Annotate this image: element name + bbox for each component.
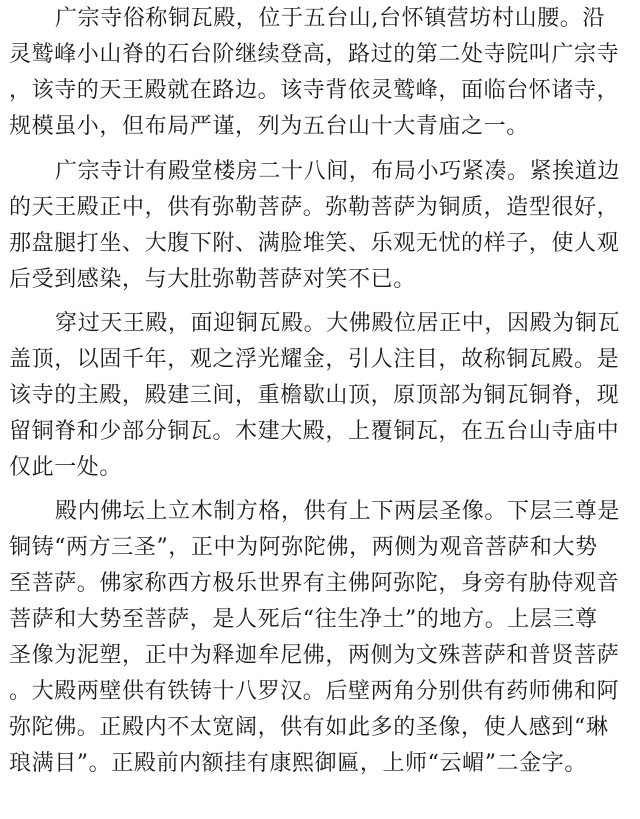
text-line: 圣像为泥塑，正中为释迦牟尼佛，两侧为文殊菩萨和普贤菩萨 — [9, 643, 620, 668]
text-line: 后受到感染，与大肚弥勒菩萨对笑不已。 — [9, 267, 416, 292]
text-line: 该寺的主殿，殿建三间，重檐歇山顶，原顶部为铜瓦铜脊，现 — [9, 383, 620, 408]
text-line: 仅此一处。 — [9, 455, 123, 480]
text-line: 那盘腿打坐、大腹下附、满脸堆笑、乐观无忧的样子，使人观 — [9, 231, 620, 256]
text-line: 菩萨和大势至菩萨，是人死后“往生净土”的地方。上层三尊 — [9, 607, 598, 632]
text-line: 穿过天王殿，面迎铜瓦殿。大佛殿位居正中，因殿为铜瓦 — [55, 311, 621, 336]
text-line: 殿内佛坛上立木制方格，供有上下两层圣像。下层三尊是 — [55, 499, 621, 524]
text-line: 留铜脊和少部分铜瓦。木建大殿，上覆铜瓦，在五台山寺庙中 — [9, 419, 620, 444]
text-line: 盖顶，以固千年，观之浮光耀金，引人注目，故称铜瓦殿。是 — [9, 347, 620, 372]
text-line: 。大殿两壁供有铁铸十八罗汉。后壁两角分别供有药师佛和阿 — [9, 679, 620, 704]
text-line: 至菩萨。佛家称西方极乐世界有主佛阿弥陀，身旁有胁侍观音 — [9, 571, 620, 596]
text-line: 琅满目”。正殿前内额挂有康熙御匾，上师“云嵋”二金字。 — [9, 751, 587, 776]
text-line: 铜铸“两方三圣”，正中为阿弥陀佛，两侧为观音菩萨和大势 — [9, 535, 598, 560]
text-line: 弥陀佛。正殿内不太宽阔，供有如此多的圣像，使人感到“琳 — [9, 715, 609, 740]
text-line: ，该寺的天王殿就在路边。该寺背依灵鹫峰，面临台怀诸寺， — [9, 78, 620, 103]
text-line: 的天王殿正中，供有弥勒菩萨。弥勒菩萨为铜质，造型很好， — [9, 195, 620, 220]
text-line: 广宗寺俗称铜瓦殿，位于五台山,台怀镇营坊村山腰。沿 — [55, 6, 605, 31]
text-line: 灵鹫峰小山脊的石台阶继续登高，路过的第二处寺院叫广宗寺 — [9, 42, 620, 67]
text-line: 广宗寺计有殿堂楼房二十八间，布局小巧紧凑。紧挨道边 — [55, 159, 621, 184]
text-line: 规模虽小，但布局严谨，列为五台山十大青庙之一。 — [9, 114, 529, 139]
